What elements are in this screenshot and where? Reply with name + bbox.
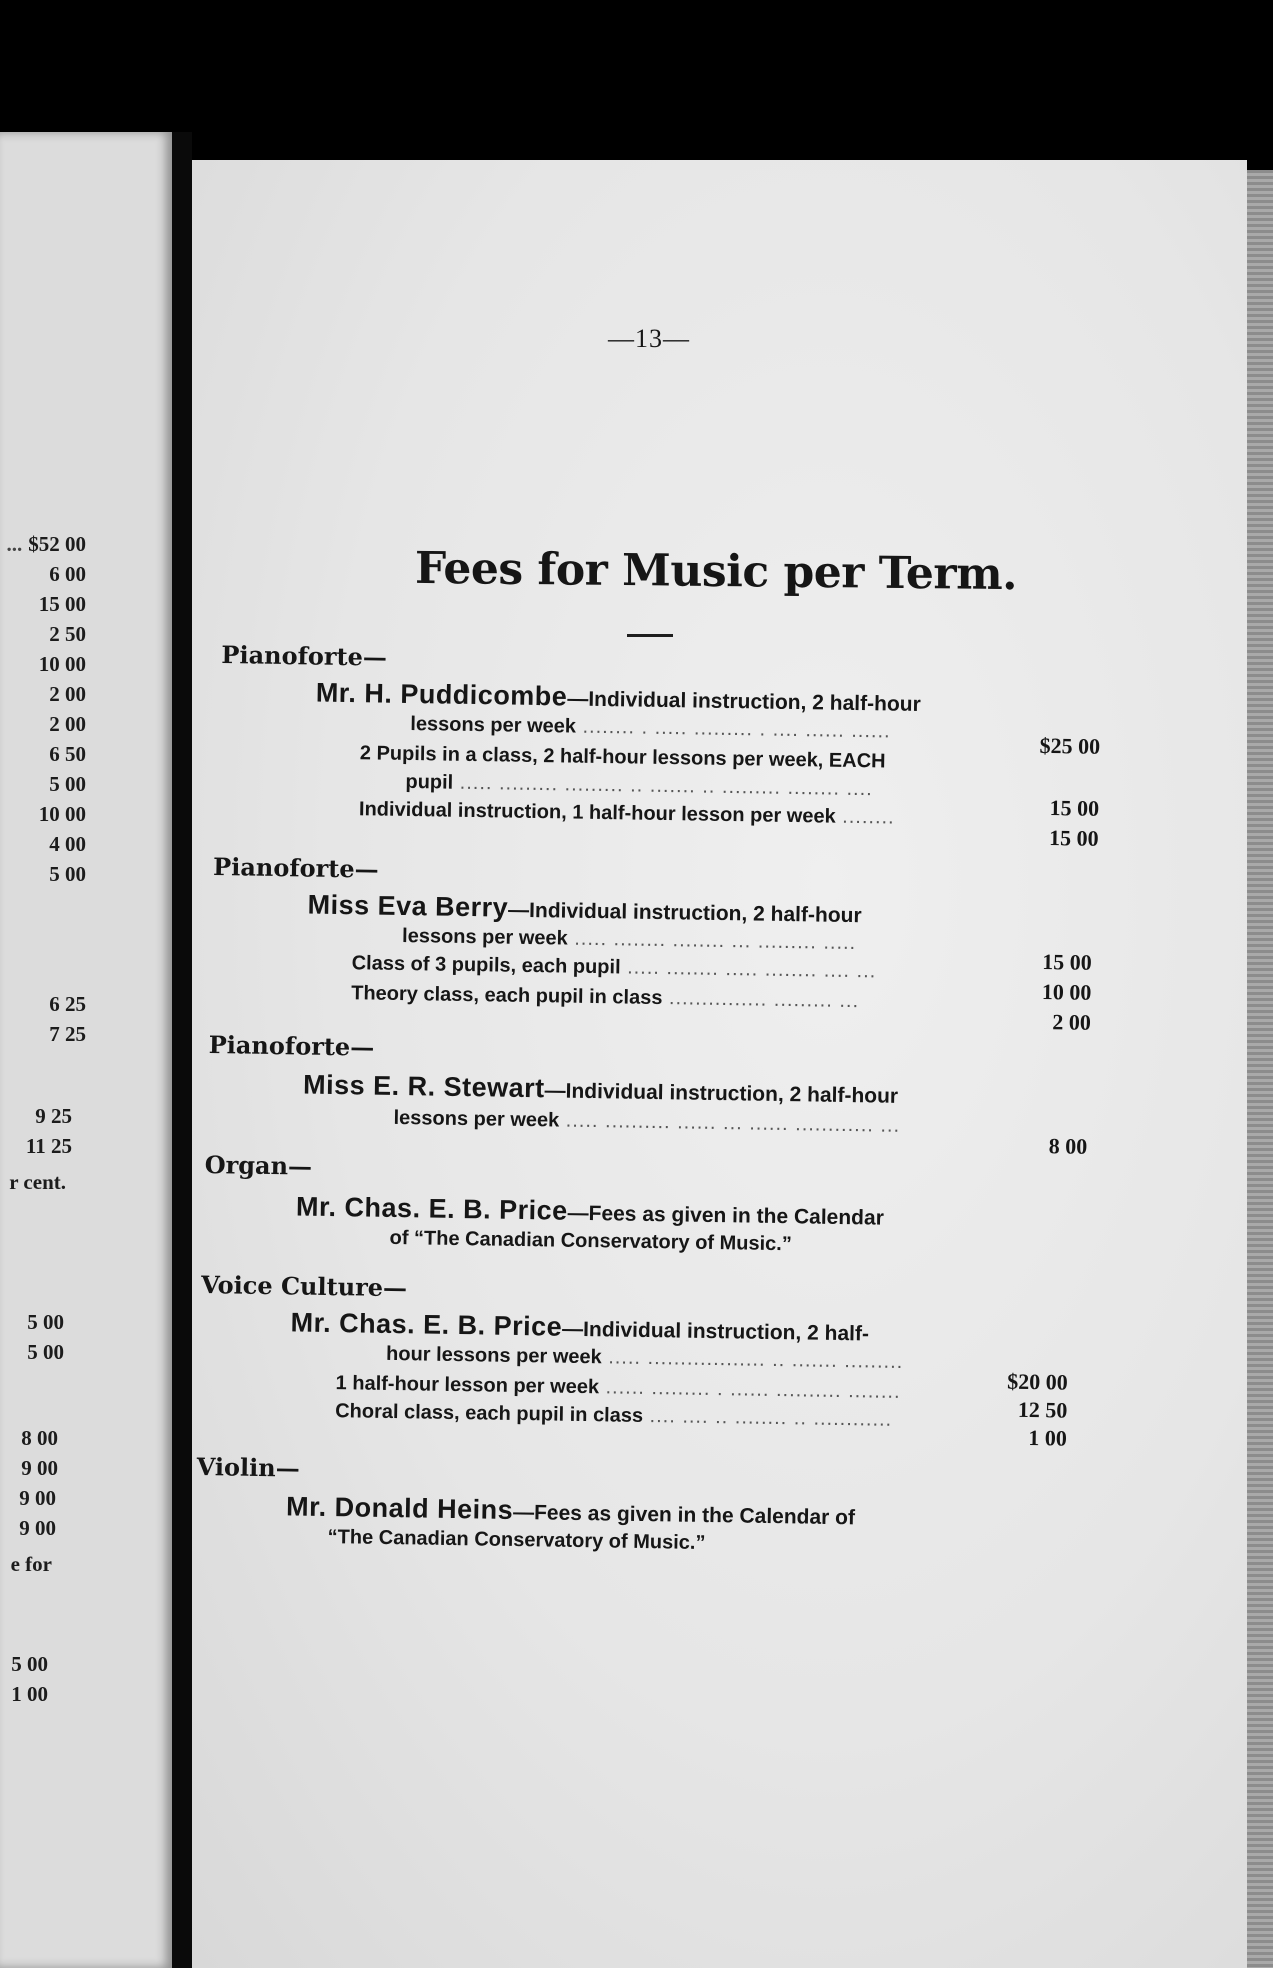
item-text: —Individual instruction, 2 half-hour <box>567 687 921 717</box>
title-rule <box>627 634 673 637</box>
dot-leader: ..... ......... ......... .. ....... .. ......... ........ .... <box>453 771 873 801</box>
left-value: 10 00 <box>38 652 86 676</box>
item-continuation <box>386 1343 904 1374</box>
left-value: ... $52 00 <box>28 532 86 557</box>
section-heading: Violin— <box>196 1452 300 1483</box>
left-value: 10 00 <box>38 802 86 826</box>
dot-leader: ..... .................. .. ....... ......... <box>601 1346 904 1374</box>
dot-leader: ........ . ..... ......... . .... ...... ...... <box>575 715 891 743</box>
section-pianoforte-berry <box>211 852 1094 1046</box>
price: $20 00 <box>1007 1368 1068 1395</box>
item-text: 1 half-hour lesson per week <box>335 1372 600 1399</box>
section-pianoforte-puddicombe <box>218 640 1101 864</box>
section-organ <box>203 1150 1085 1284</box>
left-value: 1 00 <box>11 1682 48 1706</box>
dot-leader: ..... ........ ........ ... ......... ..... <box>567 927 857 955</box>
item-continuation <box>393 1107 900 1138</box>
teacher-line <box>290 1307 869 1347</box>
teacher-line <box>316 678 921 718</box>
item-line <box>335 1372 900 1404</box>
price: 8 00 <box>1048 1133 1088 1159</box>
previous-page-values <box>0 0 172 1968</box>
left-value: r cent. <box>9 1170 66 1194</box>
book-gutter <box>172 132 192 1968</box>
teacher-line <box>286 1491 855 1531</box>
price: 1 00 <box>1028 1425 1068 1451</box>
left-value: 9 00 <box>19 1516 56 1540</box>
left-value: 5 00 <box>49 862 86 886</box>
teacher-name: Miss E. R. Stewart <box>302 1069 545 1104</box>
left-value: 2 00 <box>49 682 86 706</box>
left-value: e for <box>10 1552 52 1576</box>
left-value: 5 00 <box>27 1340 64 1364</box>
item-line <box>359 798 895 829</box>
teacher-name: Mr. Chas. E. B. Price <box>290 1307 563 1342</box>
section-heading: Pianoforte— <box>221 640 388 672</box>
item-line <box>351 982 859 1013</box>
section-heading: Organ— <box>204 1150 313 1181</box>
price: 15 00 <box>1049 795 1100 821</box>
dot-leader: ............... ......... ... <box>662 987 860 1013</box>
price: 15 00 <box>1048 825 1099 851</box>
item-text: Individual instruction, 1 half-hour lesson per week <box>358 798 836 828</box>
item-continuation: of “The Canadian Conservatory of Music.” <box>389 1226 793 1256</box>
left-value: 2 00 <box>49 712 86 736</box>
dot-leader: ...... ......... . ...... .......... ........ <box>598 1376 901 1404</box>
price: 10 00 <box>1041 979 1092 1005</box>
item-text: —Fees as given in the Calendar of <box>512 1500 856 1530</box>
item-text: Choral class, each pupil in class <box>335 1400 644 1427</box>
teacher-line <box>296 1191 884 1231</box>
teacher-name: Mr. Donald Heins <box>285 1491 514 1525</box>
left-value: 5 00 <box>49 772 86 796</box>
section-voice-culture <box>199 1270 1082 1464</box>
item-line <box>335 1400 892 1432</box>
price: $25 00 <box>1039 732 1101 759</box>
item-text: hour lessons per week <box>385 1342 602 1369</box>
item-continuation <box>405 771 873 801</box>
left-value: 5 00 <box>27 1310 64 1334</box>
left-value: 6 00 <box>49 562 86 586</box>
left-value: 6 50 <box>49 742 86 766</box>
price: 12 50 <box>1017 1396 1068 1423</box>
item-continuation <box>410 713 891 744</box>
item-line <box>351 952 876 983</box>
item-text: 2 Pupils in a class, 2 half-hour lessons per week, EACH <box>359 742 886 773</box>
left-value: 7 25 <box>49 1022 86 1046</box>
left-value: 9 25 <box>35 1104 72 1128</box>
item-text: —Fees as given in the Calendar <box>567 1201 885 1230</box>
page-edge <box>1247 170 1273 1968</box>
teacher-name: Mr. Chas. E. B. Price <box>295 1191 568 1226</box>
item-continuation: “The Canadian Conservatory of Music.” <box>327 1526 706 1555</box>
item-text: —Individual instruction, 2 half- <box>561 1317 870 1346</box>
dot-leader: ..... ........ ..... ........ .... ... <box>620 956 877 983</box>
dot-leader: .... .... .. ........ .. ............ <box>642 1404 893 1431</box>
section-heading: Voice Culture— <box>200 1270 408 1303</box>
item-text: lessons per week <box>410 712 577 738</box>
section-violin <box>195 1452 1077 1586</box>
dot-leader: ........ <box>835 805 895 829</box>
left-value: 9 00 <box>21 1456 58 1480</box>
page-title: Fees for Music per Term. <box>415 542 1017 601</box>
teacher-name: Miss Eva Berry <box>307 889 509 923</box>
left-value: 9 00 <box>19 1486 56 1510</box>
left-value: 6 25 <box>49 992 86 1016</box>
left-value: 5 00 <box>11 1652 48 1676</box>
dot-leader: ..... .......... ...... ... ...... ............ ... <box>559 1109 901 1137</box>
teacher-line <box>303 1069 899 1109</box>
item-text: —Individual instruction, 2 half-hour <box>507 898 862 928</box>
left-value: 4 00 <box>49 832 86 856</box>
item-text: Class of 3 pupils, each pupil <box>351 952 621 979</box>
price: 15 00 <box>1042 949 1092 975</box>
section-heading: Pianoforte— <box>208 1030 375 1062</box>
item-text: lessons per week <box>401 924 568 950</box>
left-value: 2 50 <box>49 622 86 646</box>
item-text: lessons per week <box>393 1106 560 1132</box>
item-text: pupil <box>405 770 454 794</box>
price: 2 00 <box>1052 1009 1092 1035</box>
section-pianoforte-stewart <box>207 1030 1089 1164</box>
teacher-name: Mr. H. Puddicombe <box>315 677 568 712</box>
left-value: 11 25 <box>25 1134 72 1158</box>
teacher-line <box>307 889 862 929</box>
item-text: Theory class, each pupil in class <box>351 982 663 1010</box>
page-number: —13— <box>608 324 690 353</box>
left-value: 15 00 <box>38 592 86 616</box>
left-value: 8 00 <box>21 1426 58 1450</box>
item-continuation <box>402 925 856 955</box>
section-heading: Pianoforte— <box>212 852 379 884</box>
item-text: —Individual instruction, 2 half-hour <box>544 1079 899 1108</box>
